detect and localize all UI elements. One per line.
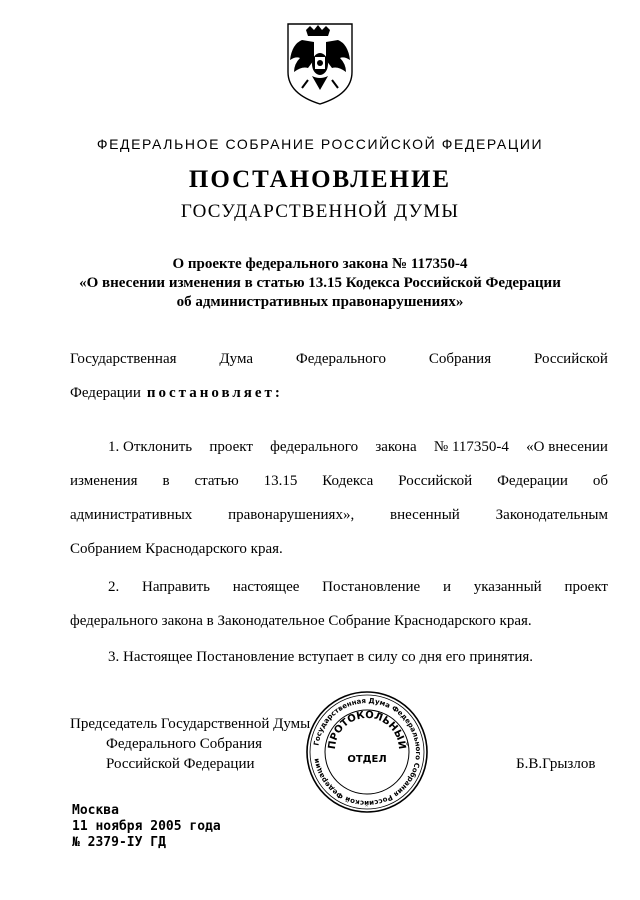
- resolution-item-1: [70, 430, 608, 566]
- word: об: [592, 473, 608, 489]
- signing-date: 11 ноября 2005 года: [72, 819, 221, 834]
- word: федерального: [270, 439, 359, 455]
- paragraph-line: [70, 342, 608, 376]
- organization-name: ФЕДЕРАЛЬНОЕ СОБРАНИЕ РОССИЙСКОЙ ФЕДЕРАЦИИ: [96, 136, 544, 152]
- word: Дума: [219, 351, 254, 367]
- word: Постановление: [322, 579, 421, 595]
- paragraph-line: [70, 532, 608, 566]
- signatory-title: Российской Федерации: [106, 756, 255, 772]
- place-of-signing: Москва: [72, 803, 119, 818]
- resolution-item-2: [70, 570, 608, 638]
- word: настоящее: [232, 579, 300, 595]
- document-subject: [60, 255, 580, 312]
- word: Законодательным: [495, 507, 608, 523]
- word: Федерального: [295, 351, 386, 367]
- paragraph-line: [70, 376, 608, 410]
- signatory-name: Б.В.Грызлов: [516, 756, 596, 772]
- seal-center-text: ОТДЕЛ: [347, 754, 387, 765]
- word: Федерации: [70, 385, 141, 401]
- word: 1. Отклонить: [108, 439, 193, 455]
- word: закона: [375, 439, 417, 455]
- signatory-title: Федерального Собрания: [106, 736, 263, 752]
- resolution-item-3: [70, 640, 608, 674]
- word: Федерации: [497, 473, 568, 489]
- subject-line: об административных правонарушениях»: [176, 294, 464, 310]
- word: федерального закона в Законодательное Собрание Краснодарского края.: [70, 613, 532, 629]
- document-type-title: ПОСТАНОВЛЕНИЕ: [188, 166, 452, 193]
- word: в: [162, 473, 170, 489]
- paragraph-line: [70, 430, 608, 464]
- paragraph-line: [70, 498, 608, 532]
- paragraph-line: [70, 464, 608, 498]
- word: статью: [194, 473, 239, 489]
- word: Российской: [534, 351, 608, 367]
- subject-line: О проекте федерального закона № 117350-4: [172, 256, 468, 272]
- word: № 117350-4: [433, 439, 509, 455]
- word: изменения: [70, 473, 138, 489]
- word: проект: [209, 439, 253, 455]
- official-seal: [305, 690, 429, 814]
- paragraph-line: [70, 570, 608, 604]
- seal-ring-text: Государственная Дума Федерального Собрания Российской Федерации: [312, 696, 423, 808]
- word: «О внесении: [526, 439, 608, 455]
- word: 2.: [108, 579, 120, 595]
- word: проект: [564, 579, 608, 595]
- word: Собранием Краснодарского края.: [70, 541, 283, 557]
- word: Российской: [398, 473, 473, 489]
- word: Кодекса: [322, 473, 374, 489]
- word: указанный: [473, 579, 542, 595]
- word: Государственная: [70, 351, 177, 367]
- intro-paragraph: [70, 342, 608, 410]
- word: Собрания: [428, 351, 492, 367]
- signatory-title: Председатель Государственной Думы: [70, 716, 311, 732]
- svg-text:ПРОТОКОЛЬНЫЙ: [327, 710, 409, 750]
- word: внесенный: [390, 507, 460, 523]
- issuer-name: ГОСУДАРСТВЕННОЙ ДУМЫ: [180, 201, 460, 222]
- word: правонарушениях»,: [228, 507, 355, 523]
- word: 3. Настоящее Постановление вступает в силу со дня его принятия.: [108, 649, 534, 665]
- resolution-verb: постановляет:: [146, 385, 283, 401]
- word: 13.15: [263, 473, 298, 489]
- word: и: [442, 579, 451, 595]
- paragraph-line: [70, 640, 608, 674]
- word: Направить: [142, 579, 210, 595]
- paragraph-line: [70, 604, 608, 638]
- coat-of-arms-icon: [284, 20, 356, 106]
- subject-line: «О внесении изменения в статью 13.15 Кодекса Российской Федерации: [79, 275, 561, 291]
- document-number: № 2379-IУ ГД: [72, 835, 166, 850]
- word: административных: [70, 507, 193, 523]
- seal-arc-text: ПРОТОКОЛЬНЫЙ: [326, 709, 408, 750]
